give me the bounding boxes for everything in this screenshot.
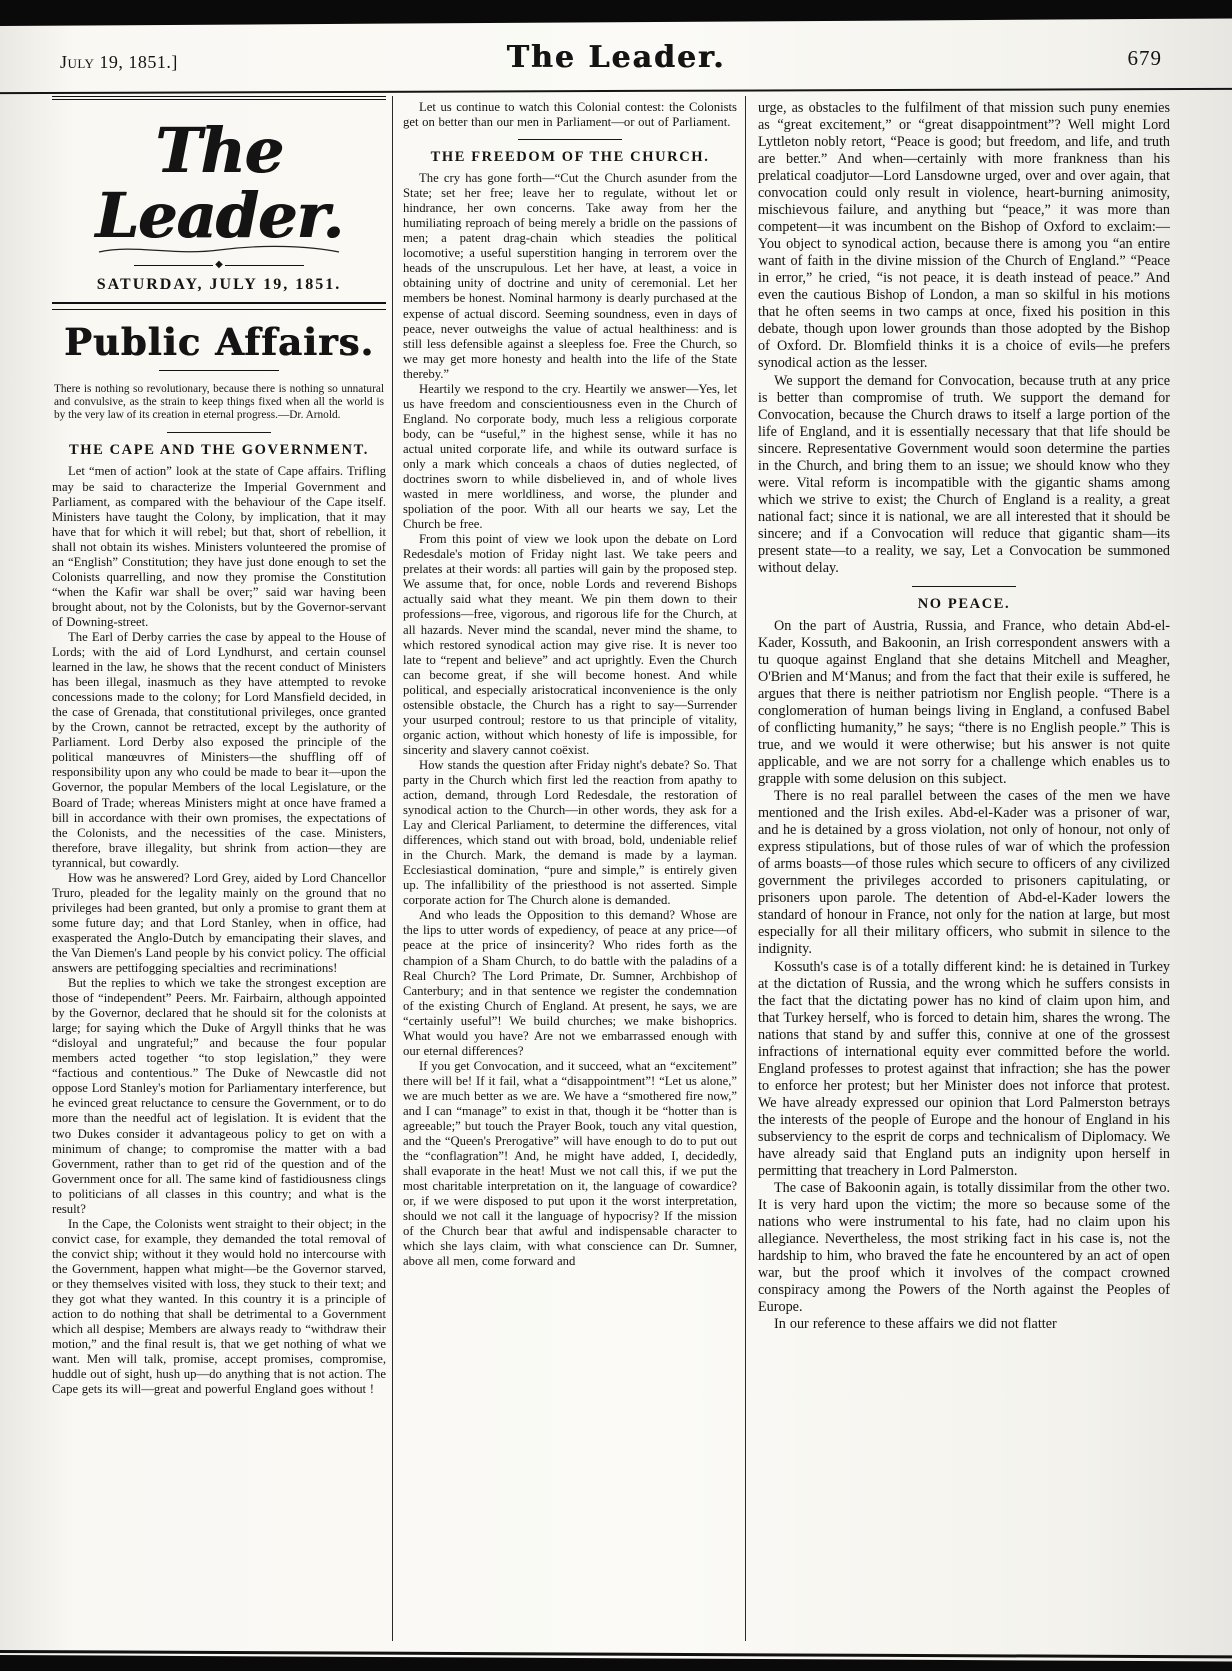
article-body: [758, 618, 1170, 1333]
article-freedom-of-the-church: [403, 149, 737, 1269]
column-middle: [393, 96, 745, 1644]
diamond-icon: ◆: [215, 259, 223, 271]
article-body: [403, 171, 737, 1269]
page-number: 679: [1127, 46, 1162, 70]
article-heading: THE CAPE AND THE GOVERNMENT.: [68, 442, 370, 459]
masthead-divider: [134, 260, 304, 270]
header-title: The Leader.: [506, 40, 726, 75]
issue-date: SATURDAY, JULY 19, 1851.: [96, 276, 342, 294]
paragraph: And who leads the Opposition to this demand? Whose are the lips to utter words of expediency, of peace at any price—of peace at the price of insincerity? Who rides forth as the champion of a Sham Church, to do battle with the paladins of a Real Church? The Lord Primate, Dr. Sumner, Archbishop of Canterbury; and in that sentence we register the condemnation of the existing Church of England. At present, he says, we are “certainly useful”! We build churches; we make bishoprics. What would you have? Are not we embarrassed enough with our eternal differences?: [403, 908, 737, 1058]
article-colonial-contest-continuation: [403, 100, 737, 130]
article-heading: THE FREEDOM OF THE CHURCH.: [430, 149, 710, 166]
paragraph: urge, as obstacles to the fulfilment of that mission such puny enemies as “great excitement,” or “great disappointment”? Well might Lord Lyttleton nobly retort, “Peace is good; but freedom, and life, and truth are better.” And when—certainly with more frankness than his prelatical coadjutor—Lord Lansdowne urged, over and over again, that convocation could only result in violence, heart-burning animosity, mischievous failure, and anything but “peace,” it was more than competent—it was incumbent on the Bishop of Oxford to exclaim:—You object to synodical action, because there is among you “an entire want of faith in the divine mission of the Church of England.” “Peace in error,” he cried, “is not peace, it is death instead of peace.” And even the cautious Bishop of London, a man so skilful in his motions that he often seems in two camps at once, fixed his position in this debate, though upon lower grounds than those adopted by the Bishop of Oxford. Dr. Blomfield thinks it is a choice of evils—he prefers synodical action as the lesser.: [758, 100, 1170, 372]
paragraph: In the Cape, the Colonists went straight to their object; in the convict case, for example, they demanded the total removal of the convict ship; without it they would hold no intercourse with the Government, happen what might—be the Governor starved, or they themselves visited with loss, they stuck to their text; and they got what they wanted. In this country it is a principle of action to do nothing that shall be detrimental to a Government which all despise; Members are always ready to “withdraw their motion,” and the final result is, that we get nothing of what we want. Men will talk, promise, accept promises, compromise, huddle out of sight, hush up—do anything that is not action. The Cape gets its will—great and powerful England goes without !: [52, 1216, 386, 1397]
column-right: [746, 96, 1174, 1644]
paragraph: Let “men of action” look at the state of Cape affairs. Trifling may be said to characterize the Imperial Government and Parliament, as compared with the behaviour of the Cape itself. Ministers have taught the Colony, by implication, that it may have that for which it will rebel; but that, short of rebellion, it shall not obtain its wishes. Ministers volunteered the promise of an “English” Constitution; they have just done enough to set the Colonists quarrelling, and now they promise the Constitution “when the Kafir war shall be over;” said war having been brought about, not by the Colonists, but by the Governor-servant of Downing-street.: [52, 464, 386, 629]
divider-rule: [518, 139, 622, 140]
paragraph: On the part of Austria, Russia, and France, who detain Abd-el-Kader, Kossuth, and Bakoonin, an Irish correspondent answers with a tu quoque against England that she detains Mitchell and Meagher, O'Brien and M‘Manus; and from the fact that their exile is suffered, he argues that there is neither patriotism nor English people. “There is a conglomeration of human beings living in England, a confused Babel of conflicting humanity,” he says; “there is no English people.” This is true, and we would it were otherwise; but his answer is not quite applicable, and we are not sorry for a challenge which enables us to grapple with some delusion on this subject.: [758, 617, 1170, 788]
header-date: July 19, 1851.]: [60, 52, 178, 72]
scan-top-bar: [0, 0, 1232, 26]
paragraph: From this point of view we look upon the debate on Lord Redesdale's motion of Friday night last. We take peers and prelates at their words: all parties will gain by the proposed step. We assume that, for once, noble Lords and reverend Bishops actually said what they meant. We pin them down to their professions—free, vigorous, and rigorous life for the Church, at all hazards. Never mind the scandal, never mind the shame, to which restored synodical action may give rise. It is never too late to “repent and believe” and act uprightly. Even the Church can become great, if she will become honest. And while political, and especially aristocratical inconvenience is the only ostensible obstacle, the Church has a right to say—Surrender your usurped controul; restore to us that principle of vitality, organic action, without which honesty of life is impossible, for sincerity and slavery cannot coëxist.: [403, 532, 737, 757]
divider-rule: [912, 586, 1016, 587]
article-body: [52, 464, 386, 1397]
article-no-peace: [758, 596, 1170, 1333]
article-body: [403, 100, 737, 130]
column-left: [52, 96, 392, 1644]
paragraph: There is no real parallel between the cases of the men we have mentioned and the Irish exiles. Abd-el-Kader was a prisoner of war, and he is detained by a gross violation, not only of honour, not only of express stipulations, but of those rules of war of which the profession of arms boasts—of those rules which secure to officers of any civilized government the privileges accorded to prisoners capitulating, or prisoners upon parole. The detention of Abd-el-Kader lowers the standard of honour in France, not only for the nation at large, but most especially for all their military officers, who submit in silence to the indignity.: [758, 788, 1170, 958]
paragraph: But the replies to which we take the strongest exception are those of “independent” Peers. Mr. Fairbairn, although appointed by the Governor, declared that he should sit for the colonists at large; for saying which the Duke of Argyll thinks that he was “disloyal and ungrateful;” and because the four popular members acted together “to stop legislation,” they were “factious and contentious.” The Duke of Newcastle did not oppose Lord Stanley's motion for Parliamentary interference, but he evinced great reluctance to censure the Government, or to do more than the needful act of legislation. It is evident that the two Dukes consider it advantageous policy to get on with a minimum of change; to compromise the matter with a bad Government, rather than to get rid of the question and of the Government once for all. The same kind of fastidiousness clings to politicians of all classes in this country; and what is the result?: [52, 976, 386, 1216]
section-title-rule: [159, 370, 279, 371]
paragraph: If you get Convocation, and it succeed, what an “excitement” there will be! If it fail, what a “disappointment”! “Let us alone,” we are much better as we are. We have a “smothered fire now,” and I can “manage” to exist in that, though it be “hotter than is agreeable;” but touch the Prayer Book, touch any vital question, and the “Queen's Prerogative” will have enough to do to put out the “conflagration”! And, he might have added, I, decidedly, shall evaporate in the heat! Must we not call this, if we put the most charitable interpretation on it, the language of cowardice? or, if we were disposed to put upon it the worst interpretation, should we not call it the language of hypocrisy? If the mission of the Church bear that awful and indispensable character to which she lays claim, with what conscience can Dr. Sumner, above all men, come forward and: [403, 1058, 737, 1269]
masthead: [52, 96, 386, 433]
paragraph: The case of Bakoonin again, is totally dissimilar from the other two. It is very hard upon the victim; the more so because some of the nations who were instrumental to his fate, had no claim upon his allegiance. Nevertheless, the most striking fact in his case is, not the hardship to him, who braved the fate he encountered by an act of open war, but the proof which it involves of the compact crowned conspiracy among the Powers of the North against the Peoples of Europe.: [758, 1179, 1170, 1316]
article-church-continuation: [758, 100, 1170, 577]
epigraph: There is nothing so revolutionary, because there is nothing so unnatural and convulsive, as the strain to keep things fixed when all the world is by the very law of its creation in eternal progress.—Dr. Arnold.: [54, 383, 384, 422]
article-body: [758, 100, 1170, 577]
paragraph: The cry has gone forth—“Cut the Church asunder from the State; set her free; leave her to regulate, without let or hindrance, her own concerns. Take away from her the humiliating reproach of being merely a bridle on the passions of men; a patent drag-chain which steadies the political locomotive; a useful superstition hanging in terrorem over the heads of the unscrupulous. Let her have, at least, a voice in obtaining unity of doctrine and unity of ceremonial. Let her members be honest. Nominal harmony is dearly purchased at the expense of actual discord. Seeming soundness, even in days of peace, never outweighs the value of actual healthiness: and is still less defensible against a sleepless foe. Free the Church, so we may get more honesty and health into the life of the State thereby.”: [403, 171, 737, 381]
page-header: [0, 34, 1232, 86]
header-rule: [0, 88, 1232, 94]
paragraph: The Earl of Derby carries the case by appeal to the House of Lords; with the aid of Lord Lyndhurst, and certain counsel learned in the law, he shows that the recent conduct of Ministers has been illegal, inasmuch as they have attempted to revoke concessions made to the colony; for Lord Mansfield decided, in the case of Grenada, that constitutional privileges, once granted by the Crown, cannot be retracted, except by the authority of Parliament. Lord Derby also exposed the principle of the political manœuvres of Ministers—the shuffling off of responsibility upon any who could be made to bear it—upon the Governor, the popular Members of the local Legislature, or the Board of Trade; whereas Ministers might at once have framed a bill in accordance with their own promises, the expectations of the Colonists, and the necessities of the case. Ministers, therefore, brave illegality, but shrink from action—they are tyrannical, but cowardly.: [52, 629, 386, 870]
masthead-logo: The Leader.: [95, 114, 343, 253]
section-title: Public Affairs.: [63, 320, 375, 365]
paragraph: We support the demand for Convocation, because truth at any price is better than compromise of truth. We support the demand for Convocation, because the Church draws to itself a large portion of the life of England, and it is essentially necessary that that life should be sincere. Representative Government would soon determine the parties in the Church, and bring them to an issue; we should know who they were. Vital reform is incompatible with the gigantic shams among which we strive to exist; the Church of England is a reality, a great national fact; since it is national, we are all interested that it should be sincere; and if a Convocation will reduce that gigantic sham—its present state—to a reality, we say, Let a Convocation be summoned without delay.: [758, 372, 1170, 576]
article-cape-and-government: [52, 442, 386, 1397]
paragraph: How was he answered? Lord Grey, aided by Lord Chancellor Truro, pleaded for the legality mainly on the ground that no privileges had been granted, but only a promise to grant them at some future day; and that Lord Stanley, when in office, had exasperated the Anglo-Dutch by emancipating their slaves, and the Van Diemen's Land people by his convict policy. The official answers are pettifogging specialties and recriminations!: [52, 870, 386, 976]
divider-rule: [167, 432, 271, 433]
paragraph: Let us continue to watch this Colonial contest: the Colonists get on better than our men in Parliament—or out of Parliament.: [403, 100, 737, 130]
masthead-double-rule: [52, 302, 386, 310]
columns-container: [52, 96, 1188, 1644]
paragraph: Kossuth's case is of a totally different kind: he is detained in Turkey at the dictation of Russia, and the wrong which he suffers consists in the fact that the dictating power has no kind of claim upon him, and that Turkey herself, who is forced to detain him, shares the wrong. The nations that stand by and suffer this, connive at one of the grossest infractions of international equity ever committed before the world. England professes to protest against that infraction; she has the power to enforce her protest; but her Minister does not inforce that protest. We have already expressed our opinion that Lord Palmerston betrays the interests of the people of Europe and the honour of England in his subserviency to the esprit de corps and technicalism of Diplomacy. We have already said that England puts an indignity upon herself in permitting that treachery in Lord Palmerston.: [758, 958, 1170, 1179]
paragraph: How stands the question after Friday night's debate? So. That party in the Church which first led the reaction from apathy to action, demand, through Lord Redesdale, the restoration of synodical action to the Church—in other words, they ask for a Lay and Clerical Parliament, to determine the differences, vital differences, which stand out with broad, bold, undeniable relief in the Church. Mark, the demand is made by a layman. Ecclesiastical domination, “pure and simple,” is entirely given up. The infallibility of the priesthood is not asserted. Simple corporate action for The Church alone is demanded.: [403, 757, 737, 908]
paragraph: Heartily we respond to the cry. Heartily we answer—Yes, let us have freedom and conscientiousness even in the Church of England. No corporate body, much less a religious corporate body, can be “useful,” in the highest sense, while it has no actual united corporate life, and while its outward surface is only a mark which conceals a chaos of duties neglected, of doctrines sworn to while disbelieved in, and of whole lives wasted in mere worldliness, and worse, the plunder and spoliation of the poor. With all our hearts we say, Let the Church be free.: [403, 381, 737, 532]
article-heading: NO PEACE.: [917, 595, 1011, 612]
paragraph: In our reference to these affairs we did not flatter: [774, 1316, 1057, 1333]
